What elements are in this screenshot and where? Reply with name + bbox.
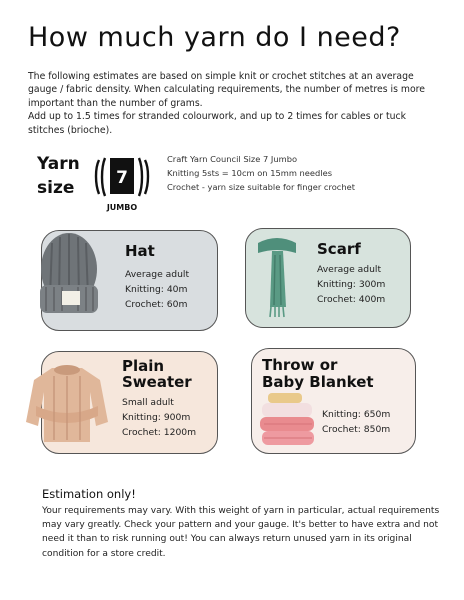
yarn-size-label-line1: Yarn xyxy=(37,154,80,174)
hat-crochet: Crochet: 60m xyxy=(125,299,188,310)
sweater-subtitle: Small adult xyxy=(122,397,174,408)
yarn-size-label-line2: size xyxy=(37,178,75,198)
scarf-title: Scarf xyxy=(317,240,361,258)
yarn-spec-line: Knitting 5sts = 10cm on 15mm needles xyxy=(167,168,333,178)
jumbo-yarn-badge xyxy=(93,154,151,214)
sweater-knitting: Knitting: 900m xyxy=(122,412,191,423)
badge-number: 7 xyxy=(116,168,128,188)
hat-knitting: Knitting: 40m xyxy=(125,284,188,295)
intro-paragraph-2: Add up to 1.5 times for stranded colourwork, and up to 2 times for cables or tuck stitches (brioche). xyxy=(28,111,407,136)
yarn-spec-line: Crochet - yarn size suitable for finger crochet xyxy=(167,182,355,192)
yarn-skein-icon xyxy=(93,154,151,214)
blanket-card xyxy=(251,348,416,454)
hat-card xyxy=(41,230,218,331)
blanket-icon xyxy=(258,391,320,449)
sweater-title-line2: Sweater xyxy=(122,373,192,391)
scarf-knitting: Knitting: 300m xyxy=(317,279,386,290)
sweater-crochet: Crochet: 1200m xyxy=(122,427,197,438)
estimation-heading: Estimation only! xyxy=(42,487,136,501)
sweater-title-line1: Plain xyxy=(122,357,165,375)
scarf-crochet: Crochet: 400m xyxy=(317,294,386,305)
scarf-icon xyxy=(252,233,302,319)
blanket-knitting: Knitting: 650m xyxy=(322,409,391,420)
blanket-crochet: Crochet: 850m xyxy=(322,424,391,435)
hat-subtitle: Average adult xyxy=(125,269,190,280)
estimation-body: Your requirements may vary. With this weight of yarn in particular, actual requirements may vary greatly. Check your pattern and your gauge. It's better to have extra and not need it than to risk running out! You can always return unused yarn in its original condition for a store credit. xyxy=(42,506,440,559)
sweater-icon xyxy=(22,362,112,448)
blanket-title-line1: Throw or xyxy=(262,356,338,374)
hat-title: Hat xyxy=(125,242,155,260)
hat-icon xyxy=(30,227,108,323)
sweater-card xyxy=(41,351,218,454)
yarn-spec-list xyxy=(167,152,355,194)
intro-text xyxy=(28,70,438,137)
intro-paragraph-1: The following estimates are based on simple knit or crochet stitches at an average gauge / fabric density. When calculating requirements, the number of metres is more important than the number of grams. xyxy=(28,71,425,109)
yarn-spec-line: Craft Yarn Council Size 7 Jumbo xyxy=(167,154,298,164)
scarf-subtitle: Average adult xyxy=(317,264,382,275)
page-title: How much yarn do I need? xyxy=(28,22,401,53)
blanket-title-line2: Baby Blanket xyxy=(262,373,374,391)
badge-text: JUMBO xyxy=(106,203,138,212)
scarf-card xyxy=(245,228,411,328)
